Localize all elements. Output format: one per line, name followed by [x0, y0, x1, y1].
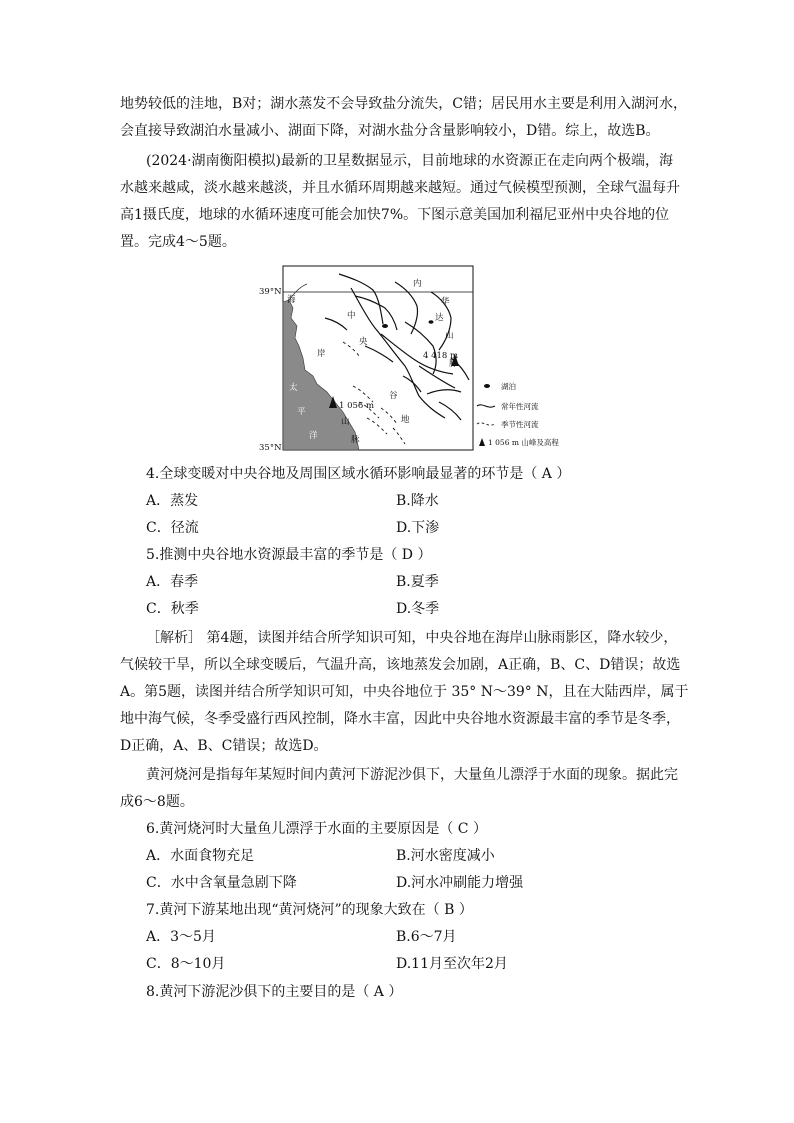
label-an: 岸 [317, 349, 326, 359]
ocean-label-3: 洋 [309, 431, 318, 441]
label-nei: 内 [413, 279, 422, 289]
ocean-label-2: 平 [297, 407, 306, 417]
label-hai: 海 [287, 295, 296, 305]
intro-line: 置。完成4～5题。 [120, 234, 236, 250]
central-valley-map [255, 262, 559, 454]
legend-lake: 湖泊 [501, 382, 516, 391]
ocean-label-1: 太 [289, 383, 298, 393]
peak-west-label: 1 056 m [339, 401, 375, 411]
legend-lake-icon [484, 384, 490, 388]
intro-line: 水越来越咸，淡水越来越淡，并且水循环周期越来越短。通过气候模型预测，全球气温每升 [120, 180, 680, 196]
label-mai-west: 脉 [351, 435, 360, 445]
lake-2 [429, 320, 434, 324]
analysis-line: ［解析］ 第4题，读图并结合所学知识可知，中央谷地在海岸山脉雨影区，降水较少， [146, 630, 678, 646]
legend-seasonal: 季节性河流 [501, 420, 539, 429]
question-4-stem: 4.全球变暖对中央谷地及周围区域水循环影响最显著的环节是（ A ） [146, 466, 571, 482]
question-5-stem: 5.推测中央谷地水资源最丰富的季节是（ D ） [146, 547, 432, 563]
q6-option-d: D.河水冲刷能力增强 [396, 875, 524, 891]
q7-option-a: A．3～5月 [146, 929, 216, 945]
label-yang: 央 [359, 337, 368, 347]
q5-option-a: A．春季 [146, 574, 199, 590]
q5-option-d: D.冬季 [396, 601, 440, 617]
q4-option-c: C．径流 [146, 520, 199, 536]
analysis-line: 气候较干旱，所以全球变暖后，气温升高，该地蒸发会加剧，A正确，B、C、D错误；故选 [120, 657, 681, 673]
peak-east-label: 4 418 m [423, 351, 459, 361]
q7-option-b: B.6～7月 [396, 929, 457, 945]
legend-peak: 1 056 m 山峰及高程 [488, 438, 559, 447]
lake-1 [382, 324, 388, 328]
label-mai-east: 脉 [449, 359, 458, 369]
q4-option-b: B.降水 [396, 493, 439, 509]
q4-option-d: D.下渗 [396, 520, 440, 536]
q5-option-c: C．秋季 [146, 601, 199, 617]
label-zhong: 中 [347, 311, 356, 321]
q6-option-c: C．水中含氧量急剧下降 [146, 875, 297, 891]
label-shan-east: 山 [445, 331, 454, 341]
q6-option-b: B.河水密度减小 [396, 848, 495, 864]
text-line: 地势较低的洼地，B对；湖水蒸发不会导致盐分流失，C错；居民用水主要是利用入湖河水， [120, 96, 687, 112]
q7-option-c: C．8～10月 [146, 956, 226, 972]
legend-perennial: 常年性河流 [501, 402, 539, 411]
q4-option-a: A．蒸发 [146, 493, 199, 509]
label-da: 达 [435, 313, 444, 323]
label-di: 地 [401, 415, 410, 425]
lat-label-bottom: 35°N [259, 443, 282, 453]
q6-option-a: A．水面食物充足 [146, 848, 255, 864]
intro-line: (2024·湖南衡阳模拟)最新的卫星数据显示，目前地球的水资源正在走向两个极端，海 [146, 153, 674, 169]
q5-option-b: B.夏季 [396, 574, 439, 590]
intro-line: 高1摄氏度，地球的水循环速度可能会加快7%。下图示意美国加利福尼亚州中央谷地的位 [120, 207, 670, 223]
label-shan-west: 山 [341, 417, 350, 427]
lat-label-top: 39°N [259, 287, 282, 297]
intro-line: 成6～8题。 [120, 794, 194, 810]
question-8-stem: 8.黄河下游泥沙俱下的主要目的是（ A ） [146, 984, 403, 1000]
label-gu: 谷 [389, 391, 398, 401]
label-hua: 华 [441, 297, 450, 307]
text-line: 会直接导致湖泊水量减小、湖面下降，对湖水盐分含量影响较小，D错。综上，故选B。 [120, 123, 660, 139]
q7-option-d: D.11月至次年2月 [396, 956, 508, 972]
question-7-stem: 7.黄河下游某地出现“黄河烧河”的现象大致在（ B ） [146, 902, 473, 918]
intro-line: 黄河烧河是指每年某短时间内黄河下游泥沙俱下，大量鱼儿漂浮于水面的现象。据此完 [146, 767, 678, 783]
analysis-line: D正确，A、B、C错误；故选D。 [120, 738, 328, 754]
analysis-line: A。第5题，读图并结合所学知识可知，中央谷地位于 35° N～39° N，且在大陆西岸，属于 [120, 684, 689, 700]
question-6-stem: 6.黄河烧河时大量鱼儿漂浮于水面的主要原因是（ C ） [146, 821, 487, 837]
analysis-line: 地中海气候，冬季受盛行西风控制，降水丰富，因此中央谷地水资源最丰富的季节是冬季， [120, 711, 680, 727]
